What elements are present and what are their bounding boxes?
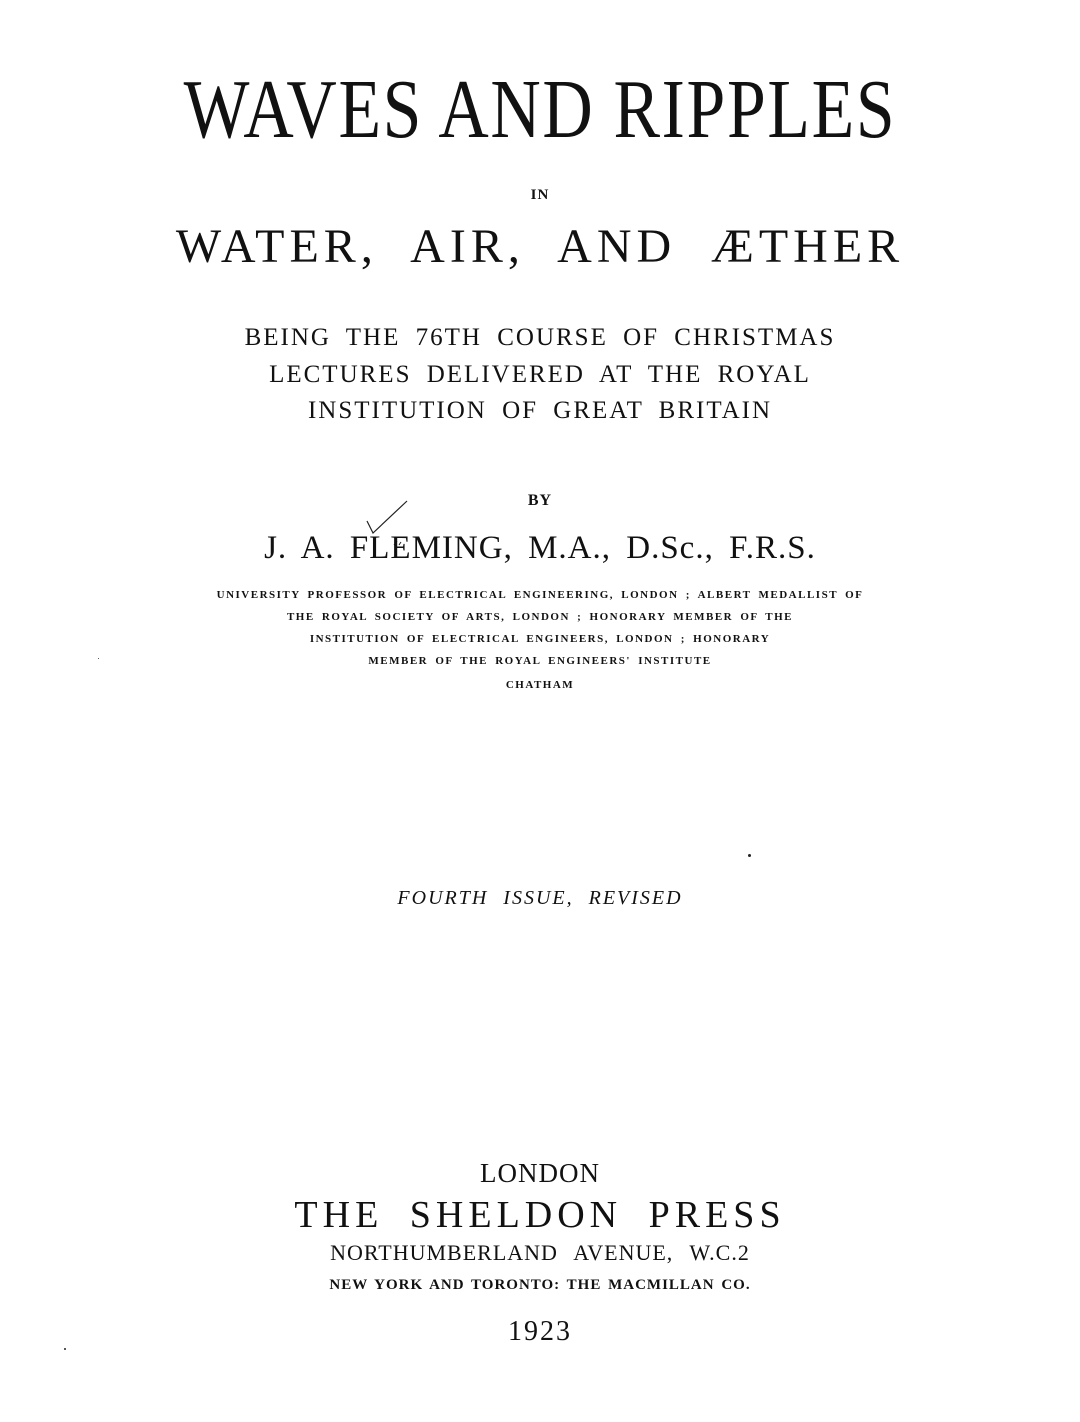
author-name: J. A. FLEMING, M.A., D.Sc., F.R.S. (264, 530, 816, 566)
book-title: WAVES AND RIPPLES (183, 63, 897, 156)
publisher-address: NORTHUMBERLAND AVENUE, W.C.2 (330, 1240, 750, 1265)
by-label: BY (527, 492, 553, 509)
description-line: BEING THE 76TH COURSE OF CHRISTMAS (244, 324, 836, 351)
publication-place: LONDON (480, 1158, 600, 1188)
description-line: INSTITUTION OF GREAT BRITAIN (307, 397, 773, 424)
copublisher: NEW YORK AND TORONTO: THE MACMILLAN CO. (329, 1277, 751, 1293)
ink-speck (748, 854, 751, 857)
ink-speck (98, 658, 99, 659)
book-subtitle: WATER, AIR, AND ÆTHER (175, 220, 905, 273)
edition-note: FOURTH ISSUE, REVISED (397, 887, 683, 909)
title-connector: IN (530, 187, 550, 203)
credential-line: INSTITUTION OF ELECTRICAL ENGINEERS, LONDON ; HONORARY (309, 633, 771, 645)
publication-year: 1923 (508, 1316, 572, 1347)
publisher-name: THE SHELDON PRESS (294, 1194, 786, 1236)
description-line: LECTURES DELIVERED AT THE ROYAL (269, 361, 811, 388)
credential-line: MEMBER OF THE ROYAL ENGINEERS' INSTITUTE (368, 655, 712, 667)
credential-line: UNIVERSITY PROFESSOR OF ELECTRICAL ENGINEERING, LONDON ; ALBERT MEDALLIST OF (216, 589, 864, 601)
credential-line: THE ROYAL SOCIETY OF ARTS, LONDON ; HONORARY MEMBER OF THE (286, 611, 794, 623)
ink-speck (64, 1348, 66, 1350)
credential-line: CHATHAM (505, 679, 575, 691)
